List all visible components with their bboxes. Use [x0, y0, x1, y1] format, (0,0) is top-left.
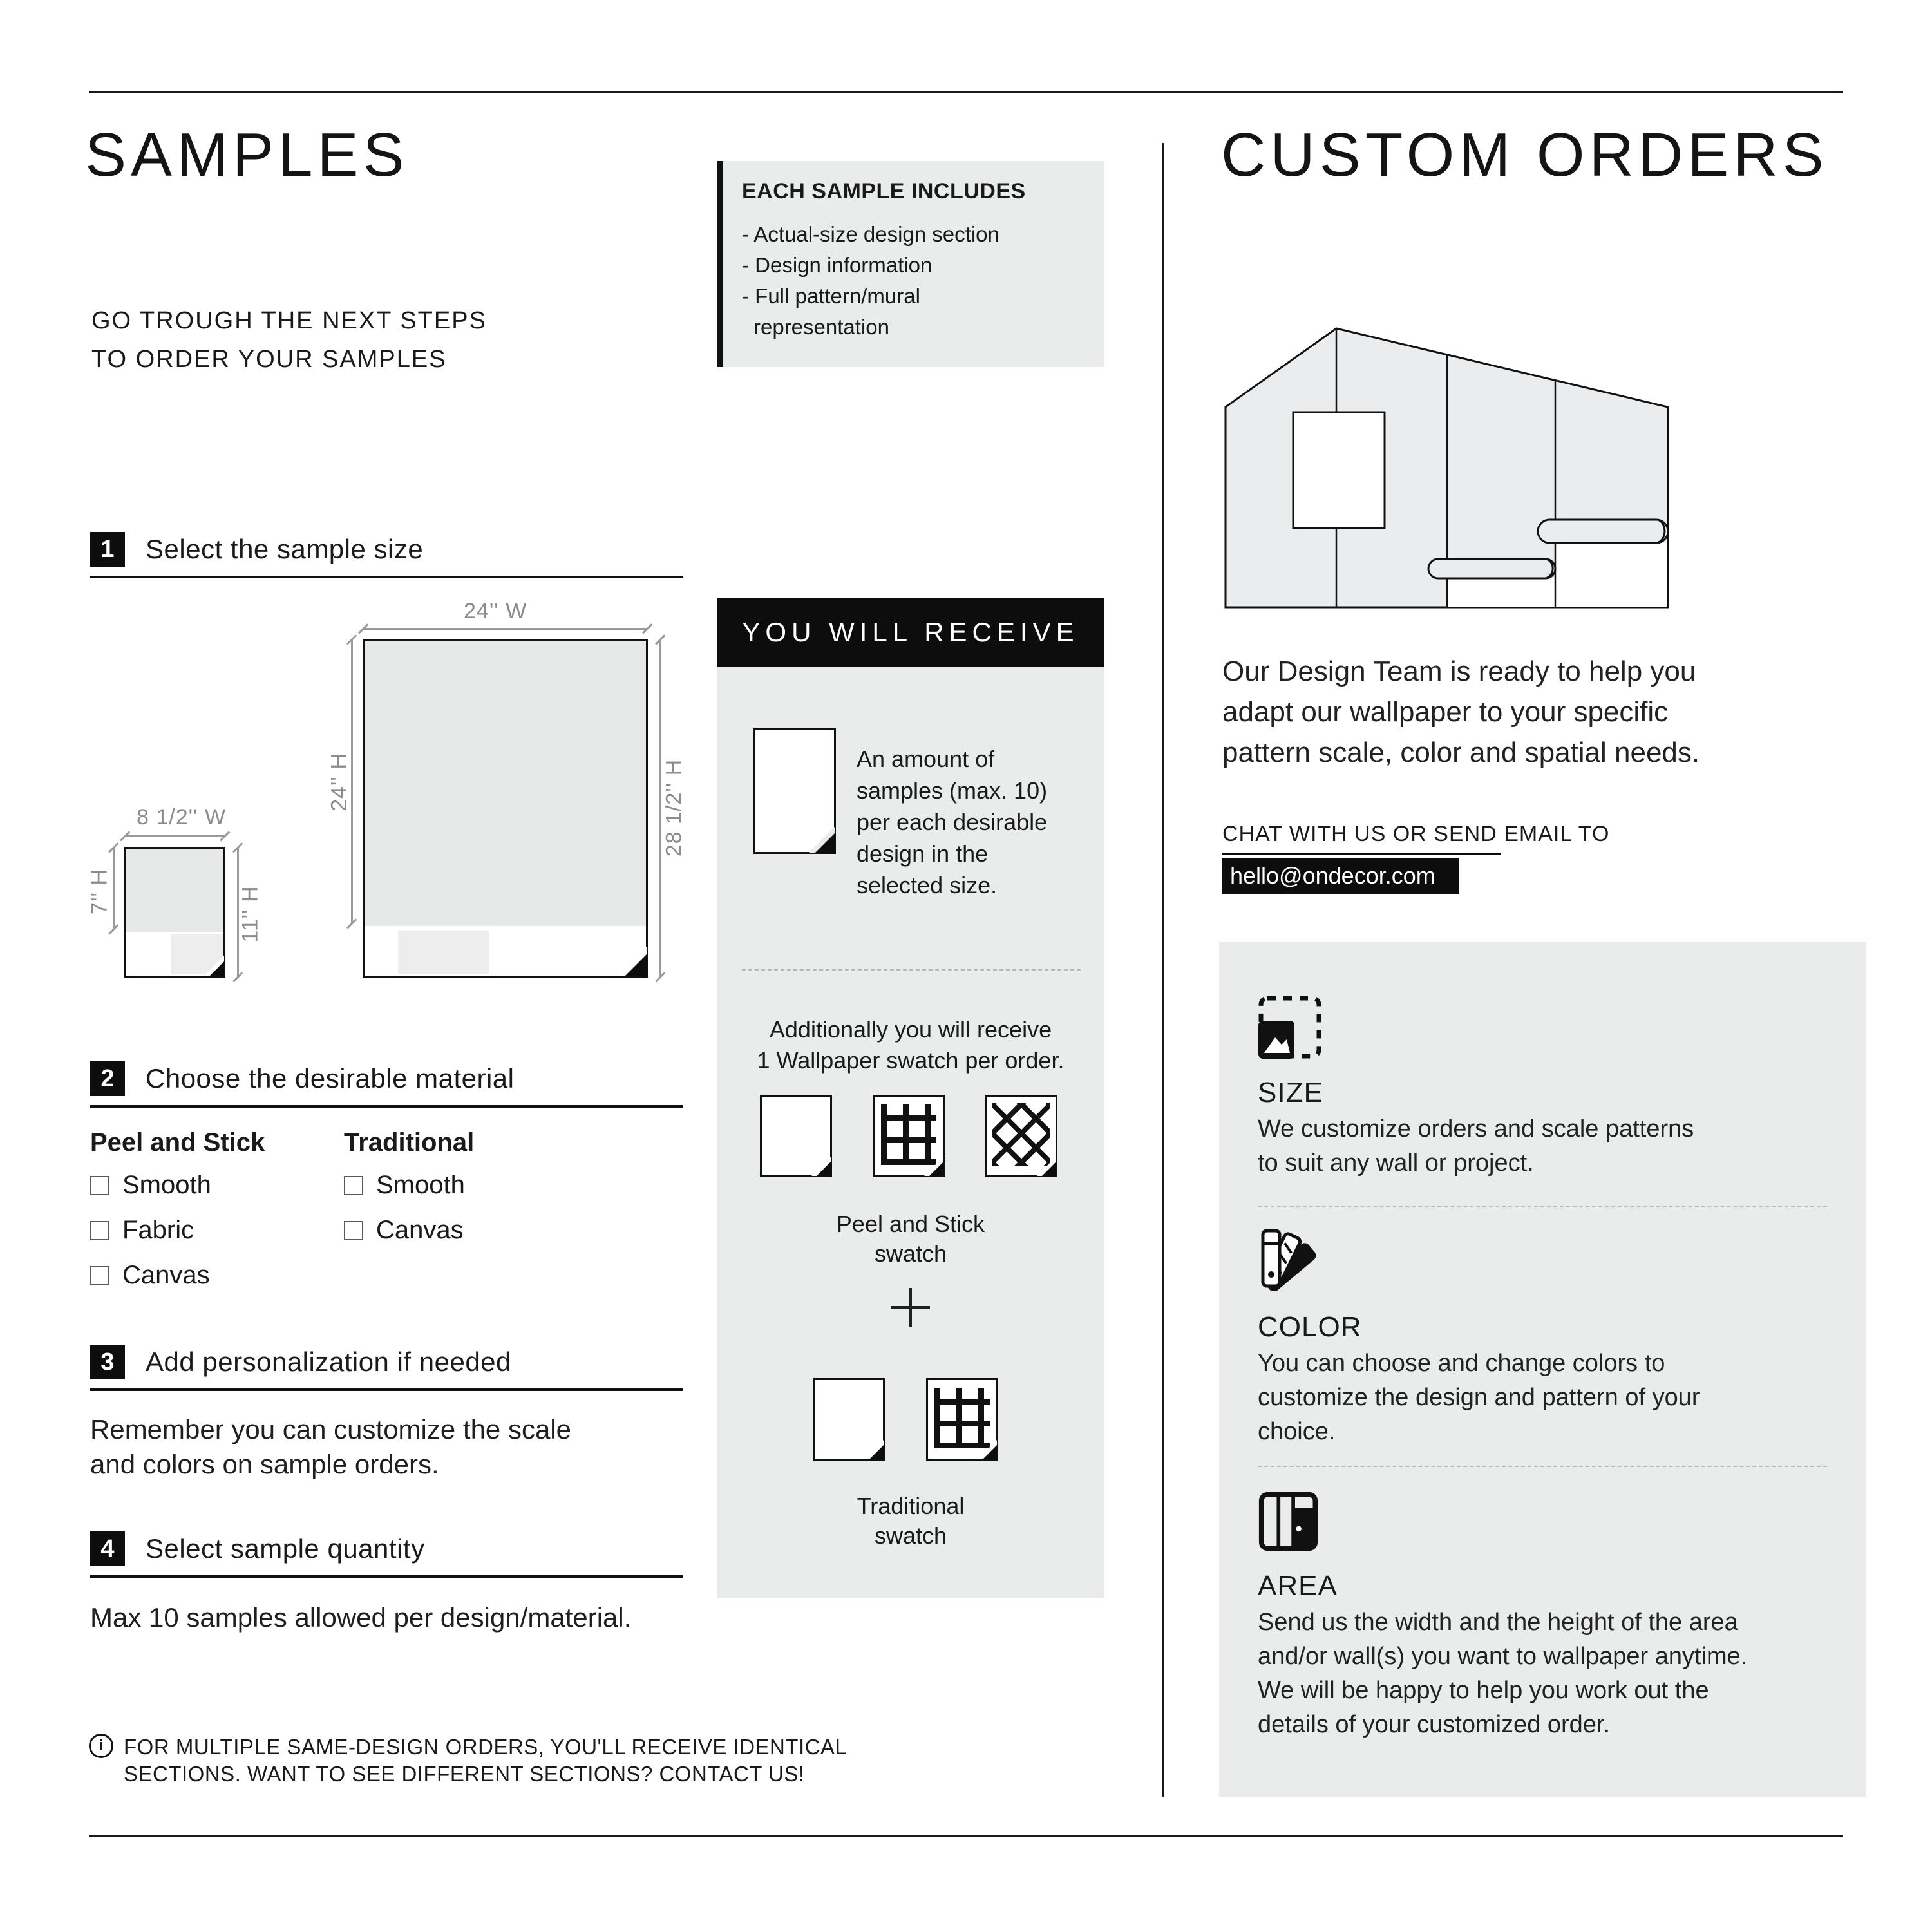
step3-number: 3 [90, 1345, 125, 1379]
color-swatches-icon [1258, 1227, 1322, 1291]
sample-page-icon [753, 728, 836, 854]
area-line: Send us the width and the height of the area [1258, 1609, 1738, 1636]
fold-corner-icon [929, 1162, 943, 1176]
fold-corner-icon [817, 1162, 831, 1176]
step3-note-line2: and colors on sample orders. [90, 1449, 439, 1479]
dashed-divider [1258, 1466, 1827, 1467]
page-fold-corner-icon [815, 833, 835, 853]
step2-rule [90, 1105, 683, 1108]
samples-intro [91, 301, 487, 379]
top-rule [89, 91, 1843, 93]
checkbox-peel-smooth[interactable] [90, 1176, 109, 1195]
step2-title: Choose the desirable material [146, 1063, 515, 1094]
includes-item: representation [753, 315, 889, 339]
option-row [344, 1216, 464, 1245]
tick [655, 972, 665, 982]
area-heading: AREA [1258, 1570, 1338, 1602]
additional-line2: 1 Wallpaper swatch per order. [757, 1047, 1065, 1074]
checkbox-traditional-canvas[interactable] [344, 1221, 363, 1240]
house-illustration [1224, 322, 1669, 609]
footnote-line2: SECTIONS. WANT TO SEE DIFFERENT SECTIONS? CONTACT US! [124, 1762, 805, 1786]
peel-caption-line1: Peel and Stick [836, 1211, 985, 1237]
receive-desc-line: design in the [857, 840, 989, 867]
label-large-left-height: 24'' H [327, 753, 352, 811]
swatch-grid-icon [873, 1095, 945, 1177]
step3-note-line1: Remember you can customize the scale [90, 1414, 571, 1444]
peel-caption-line2: swatch [874, 1240, 947, 1267]
receive-desc-line: samples (max. 10) [857, 777, 1048, 804]
step1-title: Select the sample size [146, 534, 424, 564]
sample-diagram-large [363, 639, 648, 978]
grid-pattern [934, 1388, 990, 1448]
plus-bar [909, 1288, 912, 1327]
checkbox-peel-canvas[interactable] [90, 1266, 109, 1285]
additional-line1: Additionally you will receive [769, 1016, 1052, 1043]
design-team-paragraph-line: pattern scale, color and spatial needs. [1222, 737, 1700, 768]
samples-title: SAMPLES [85, 120, 409, 189]
traditional-caption-line2: swatch [874, 1522, 947, 1549]
footnote-line1: FOR MULTIPLE SAME-DESIGN ORDERS, YOU'LL RECEIVE IDENTICAL [124, 1735, 848, 1759]
dim-line-large-right [659, 639, 661, 978]
chat-underline [1222, 853, 1501, 855]
option-label: Smooth [376, 1171, 465, 1199]
tick [346, 918, 357, 929]
email-badge[interactable] [1222, 858, 1459, 894]
tick [358, 623, 368, 634]
sample-diagram-small [124, 847, 225, 978]
receive-desc-line: per each desirable [857, 809, 1048, 835]
large-inner-square [398, 931, 489, 974]
step4-title: Select sample quantity [146, 1533, 425, 1564]
step4-number: 4 [90, 1531, 125, 1566]
chat-label: CHAT WITH US OR SEND EMAIL TO [1222, 822, 1610, 846]
step3-rule [90, 1388, 683, 1391]
tick [655, 634, 665, 645]
receive-desc-line: An amount of [857, 746, 995, 772]
size-line: to suit any wall or project. [1258, 1150, 1534, 1177]
option-row [90, 1216, 194, 1245]
swatch-grid-icon [926, 1378, 998, 1461]
receive-desc-line: selected size. [857, 872, 998, 898]
custom-orders-title: CUSTOM ORDERS [1221, 120, 1828, 189]
label-small-left-height: 7'' H [87, 869, 112, 914]
option-label: Smooth [122, 1171, 211, 1199]
checkbox-peel-fabric[interactable] [90, 1221, 109, 1240]
color-line: customize the design and pattern of your [1258, 1384, 1700, 1411]
tick [346, 634, 357, 645]
info-icon [89, 1734, 113, 1758]
dim-line-small-left [113, 847, 115, 930]
size-heading: SIZE [1258, 1077, 1323, 1108]
color-line: You can choose and change colors to [1258, 1350, 1665, 1377]
grid-pattern [881, 1104, 936, 1165]
material-header-traditional: Traditional [344, 1128, 475, 1157]
tick [220, 831, 230, 841]
large-design-area [365, 641, 646, 926]
bottom-rule [89, 1835, 1843, 1837]
you-will-receive-banner [717, 598, 1104, 667]
label-small-right-height: 11'' H [238, 886, 263, 943]
includes-item: - Actual-size design section [742, 222, 999, 246]
includes-item: - Design information [742, 253, 933, 277]
tick [232, 972, 243, 982]
option-row [90, 1171, 211, 1200]
dim-line-small-width [124, 835, 225, 837]
fold-corner-icon [1042, 1162, 1056, 1176]
samples-intro-line1: GO TROUGH THE NEXT STEPS [91, 307, 487, 334]
includes-title: EACH SAMPLE INCLUDES [742, 179, 1026, 204]
color-heading: COLOR [1258, 1311, 1362, 1343]
size-crop-icon [1258, 995, 1322, 1059]
step4-note: Max 10 samples allowed per design/material. [90, 1602, 632, 1633]
traditional-caption-line1: Traditional [857, 1493, 965, 1519]
swatch-plain-icon [813, 1378, 885, 1461]
option-label: Canvas [376, 1216, 464, 1244]
tick [232, 842, 243, 853]
design-team-paragraph-line: Our Design Team is ready to help you [1222, 656, 1696, 687]
option-label: Canvas [122, 1261, 210, 1289]
tick [108, 924, 118, 934]
large-fold-corner-icon [625, 954, 647, 976]
step4-rule [90, 1575, 683, 1578]
label-large-width: 24'' W [464, 599, 527, 623]
email-address[interactable]: hello@ondecor.com [1230, 862, 1435, 889]
fold-corner-icon [983, 1445, 997, 1459]
option-label: Fabric [122, 1216, 194, 1244]
label-large-right-height: 28 1/2'' H [661, 759, 687, 857]
dim-line-large-width [363, 628, 648, 630]
plus-icon [891, 1288, 930, 1327]
dashed-divider [742, 969, 1081, 971]
checkbox-traditional-smooth[interactable] [344, 1176, 363, 1195]
includes-item: - Full pattern/mural [742, 284, 920, 308]
swatch-plain-icon [760, 1095, 832, 1177]
step3-title: Add personalization if needed [146, 1347, 511, 1377]
size-line: We customize orders and scale patterns [1258, 1115, 1694, 1142]
color-line: choice. [1258, 1418, 1336, 1445]
label-small-width: 8 1/2'' W [137, 805, 227, 829]
small-fold-corner-icon [209, 961, 224, 976]
option-row [344, 1171, 465, 1200]
step1-number: 1 [90, 532, 125, 567]
tick [108, 842, 118, 853]
step1-rule [90, 576, 683, 578]
tick [642, 623, 652, 634]
design-team-paragraph-line: adapt our wallpaper to your specific [1222, 696, 1669, 728]
small-design-area [126, 849, 223, 932]
area-line: details of your customized order. [1258, 1711, 1611, 1738]
swatch-lattice-icon [985, 1095, 1057, 1177]
info-icon-glyph: i [99, 1737, 104, 1754]
tick [120, 831, 130, 841]
fold-corner-icon [869, 1445, 884, 1459]
area-wall-icon [1258, 1491, 1319, 1552]
material-header-peel-and-stick: Peel and Stick [90, 1128, 265, 1157]
receive-banner-text: YOU WILL RECEIVE [742, 617, 1079, 647]
dashed-divider [1258, 1206, 1827, 1207]
column-divider [1162, 143, 1164, 1797]
area-line: and/or wall(s) you want to wallpaper anytime. [1258, 1643, 1748, 1670]
step2-number: 2 [90, 1061, 125, 1096]
area-line: We will be happy to help you work out the [1258, 1677, 1709, 1704]
option-row [90, 1261, 210, 1290]
samples-intro-line2: TO ORDER YOUR SAMPLES [91, 346, 447, 373]
